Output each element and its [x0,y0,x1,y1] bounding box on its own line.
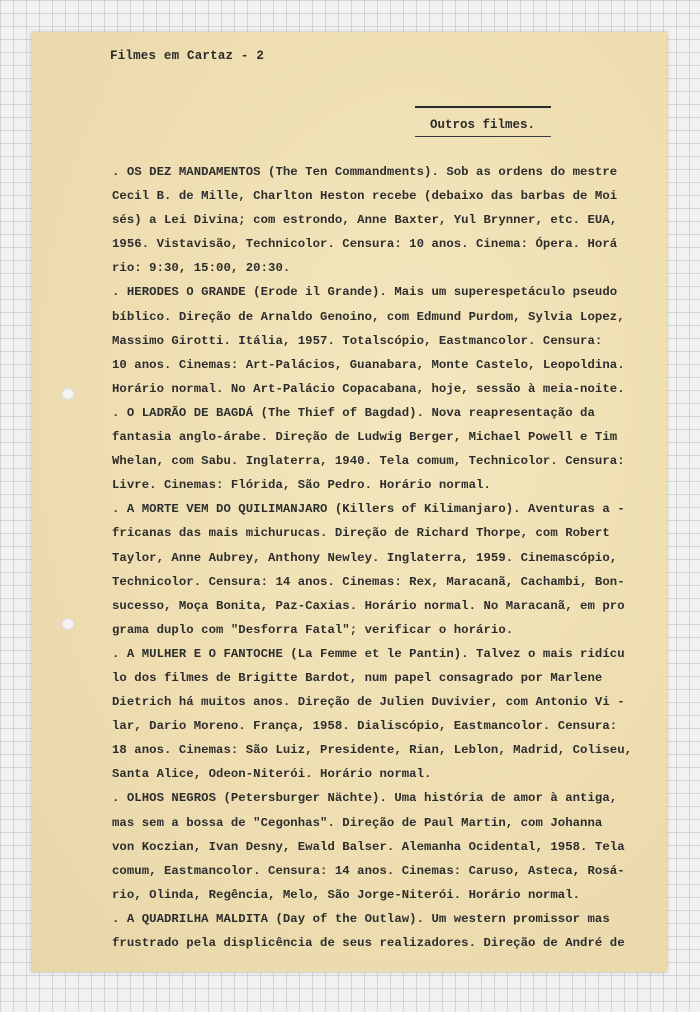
section-title: Outros filmes. [430,118,536,132]
text-line: lo dos filmes de Brigitte Bardot, num papel consagrado por Marlene [112,670,603,685]
text-line: Santa Alice, Odeon-Niterói. Horário normal. [112,767,432,782]
text-line: rio: 9:30, 15:00, 20:30. [112,261,291,276]
text-line: 10 anos. Cinemas: Art-Palácios, Guanabara, Monte Castelo, Leopoldina. [112,357,625,372]
text-line: sés) a Lei Divina; com estrondo, Anne Baxter, Yul Brynner, etc. EUA, [112,213,618,228]
text-line: Livre. Cinemas: Flórida, São Pedro. Horário normal. [112,478,491,493]
text-line: . A QUADRILHA MALDITA (Day of the Outlaw). Um western promissor mas [112,911,610,926]
typewritten-page [31,32,667,972]
text-line: 18 anos. Cinemas: São Luiz, Presidente, Rian, Leblon, Madrid, Coliseu, [112,743,633,758]
text-line: Horário normal. No Art-Palácio Copacabana, hoje, sessão à meia-noite. [112,381,625,396]
text-line: Whelan, com Sabu. Inglaterra, 1940. Tela comum, Technicolor. Censura: [112,454,625,469]
film-listings [112,160,642,955]
punch-hole [61,388,75,400]
text-line: Massimo Girotti. Itália, 1957. Totalscópio, Eastmancolor. Censura: [112,333,603,348]
text-line: frustrado pela displicência de seus realizadores. Direção de André de [112,936,625,950]
text-line: Cecil B. de Mille, Charlton Heston recebe (debaixo das barbas de Moi [112,189,618,204]
text-line: . HERODES O GRANDE (Erode il Grande). Mais um superespetáculo pseudo [112,285,618,300]
text-line: grama duplo com "Desforra Fatal"; verificar o horário. [112,622,514,637]
text-line: Taylor, Anne Aubrey, Anthony Newley. Inglaterra, 1959. Cinemascópio, [112,550,618,565]
text-line: lar, Dario Moreno. França, 1958. Dialiscópio, Eastmancolor. Censura: [112,719,618,734]
text-line: Technicolor. Censura: 14 anos. Cinemas: Rex, Maracanã, Cachambi, Bon- [112,574,625,589]
text-line: comum, Eastmancolor. Censura: 14 anos. Cinemas: Caruso, Asteca, Rosá- [112,863,625,878]
text-line: von Koczian, Ivan Desny, Ewald Balser. Alemanha Ocidental, 1958. Tela [112,839,625,854]
text-line: mas sem a bossa de "Cegonhas". Direção de Paul Martin, com Johanna [112,815,603,830]
text-line: . A MULHER E O FANTOCHE (La Femme et le Pantin). Talvez o mais ridícu [112,646,625,661]
text-line: fricanas das mais michurucas. Direção de Richard Thorpe, com Robert [112,526,610,541]
text-line: . OLHOS NEGROS (Petersburger Nächte). Uma história de amor à antiga, [112,791,618,806]
punch-hole [61,618,75,630]
text-line: fantasia anglo-árabe. Direção de Ludwig Berger, Michael Powell e Tim [112,430,618,445]
text-line: . A MORTE VEM DO QUILIMANJARO (Killers of Kilimanjaro). Aventuras a - [112,502,625,517]
text-line: Dietrich há muitos anos. Direção de Julien Duvivier, com Antonio Vi - [112,695,625,710]
text-line: 1956. Vistavisão, Technicolor. Censura: 10 anos. Cinema: Ópera. Horá [112,237,618,252]
section-rule-top [415,106,551,108]
page-header: Filmes em Cartaz - 2 [110,49,265,63]
text-line: . OS DEZ MANDAMENTOS (The Ten Commandments). Sob as ordens do mestre [112,165,618,179]
section-title-underline [415,136,551,137]
text-line: bíblico. Direção de Arnaldo Genoino, com Edmund Purdom, Sylvia Lopez, [112,309,625,324]
text-line: . O LADRÃO DE BAGDÁ (The Thief of Bagdad). Nova reapresentação da [112,405,595,420]
text-line: rio, Olinda, Regência, Melo, São Jorge-Niterói. Horário normal. [112,887,581,902]
text-line: sucesso, Moça Bonita, Paz-Caxias. Horário normal. No Maracanã, em pro [112,598,625,613]
